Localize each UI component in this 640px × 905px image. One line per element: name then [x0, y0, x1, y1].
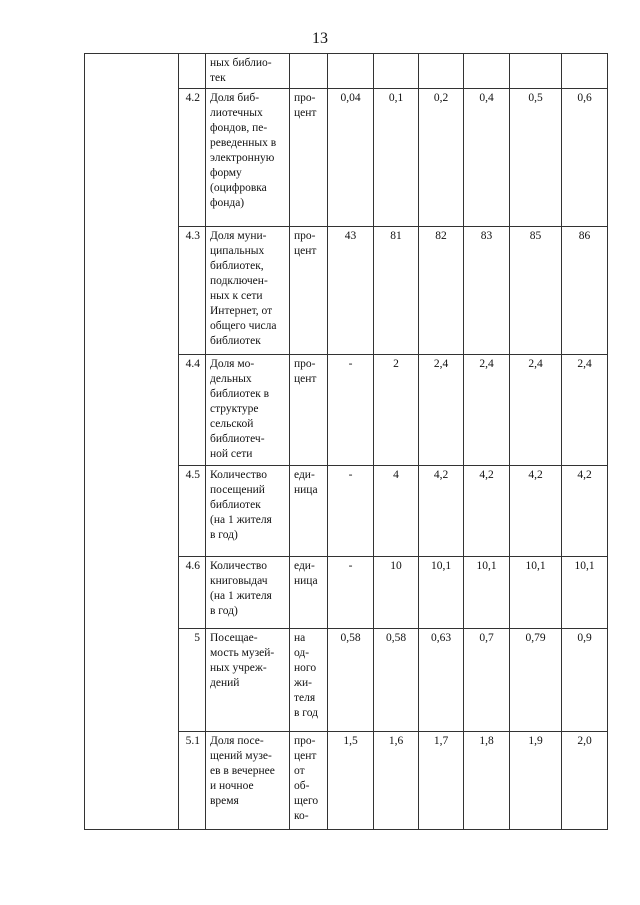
indicator-name-line: реведенных в	[210, 137, 277, 149]
unit-line: от	[294, 765, 305, 777]
value-cell: 10,1	[419, 557, 464, 629]
indicator-name-line: Посещае-	[210, 632, 258, 644]
indicator-name-line: и ночное	[210, 780, 254, 792]
unit-cell	[290, 629, 328, 732]
indicator-name-line: форму	[210, 167, 242, 179]
value-cell: 0,79	[510, 629, 562, 732]
indicator-name-line: (оцифровка	[210, 182, 267, 194]
unit-line: ко-	[294, 810, 309, 822]
indicator-name-line: время	[210, 795, 239, 807]
value-cell: 2,4	[464, 355, 510, 466]
indicator-name	[206, 557, 290, 629]
blank-left-column	[85, 54, 179, 830]
indicator-name-line: Доля биб-	[210, 92, 260, 104]
value-cell: 2,4	[562, 355, 608, 466]
row-number: 4.6	[179, 557, 206, 629]
value-cell: 0,63	[419, 629, 464, 732]
indicator-name-line: книговыдач	[210, 575, 268, 587]
unit-line: про-	[294, 735, 316, 747]
indicator-name-line: библиотек	[210, 499, 261, 511]
indicator-name	[206, 227, 290, 355]
indicator-name	[206, 355, 290, 466]
indicator-name-line: ных к сети	[210, 290, 263, 302]
table-row	[85, 54, 608, 89]
value-cell: 1,5	[328, 732, 374, 830]
value-cell: 86	[562, 227, 608, 355]
indicator-name-line: общего числа	[210, 320, 277, 332]
value-cell: 81	[374, 227, 419, 355]
row-number: 4.2	[179, 89, 206, 227]
unit-cell	[290, 466, 328, 557]
row-number: 5	[179, 629, 206, 732]
indicator-name-line: Количество	[210, 469, 267, 481]
unit-line: про-	[294, 230, 316, 242]
indicator-name-line: Доля посе-	[210, 735, 264, 747]
value-cell: 0,58	[374, 629, 419, 732]
value-cell: 0,58	[328, 629, 374, 732]
indicator-name-line: Доля мо-	[210, 358, 255, 370]
indicator-name-line: библиотек в	[210, 388, 270, 400]
unit-line: од-	[294, 647, 310, 659]
indicator-name-line: электронную	[210, 152, 275, 164]
value-cell	[510, 54, 562, 89]
indicator-name-line: ных библио-	[210, 57, 272, 69]
value-cell: 0,2	[419, 89, 464, 227]
unit-line: ница	[294, 575, 318, 587]
page-number: 13	[312, 30, 328, 47]
unit-line: еди-	[294, 560, 315, 572]
indicator-table	[84, 53, 608, 830]
row-number	[179, 54, 206, 89]
indicator-name-line: тек	[210, 72, 226, 84]
unit-line: про-	[294, 92, 316, 104]
indicator-name-line: ных учреж-	[210, 662, 267, 674]
value-cell: 2,0	[562, 732, 608, 830]
row-number: 4.3	[179, 227, 206, 355]
value-cell: 1,6	[374, 732, 419, 830]
value-cell: 0,7	[464, 629, 510, 732]
unit-cell	[290, 89, 328, 227]
unit-line: цент	[294, 750, 317, 762]
value-cell	[419, 54, 464, 89]
value-cell: 4,2	[562, 466, 608, 557]
value-cell: 10	[374, 557, 419, 629]
unit-line: жи-	[294, 677, 312, 689]
value-cell: 4	[374, 466, 419, 557]
value-cell: -	[328, 466, 374, 557]
unit-cell	[290, 732, 328, 830]
value-cell: 0,9	[562, 629, 608, 732]
indicator-name	[206, 629, 290, 732]
indicator-name	[206, 89, 290, 227]
indicator-name	[206, 732, 290, 830]
value-cell	[328, 54, 374, 89]
row-number: 4.4	[179, 355, 206, 466]
indicator-name-line: дений	[210, 677, 240, 689]
indicator-name-line: в год)	[210, 529, 238, 541]
unit-line: еди-	[294, 469, 315, 481]
indicator-name-line: (на 1 жителя	[210, 514, 272, 526]
indicator-name-line: сельской	[210, 418, 254, 430]
value-cell	[562, 54, 608, 89]
indicator-name-line: библиотек,	[210, 260, 264, 272]
value-cell: 1,9	[510, 732, 562, 830]
value-cell: -	[328, 557, 374, 629]
indicator-name-line: щений музе-	[210, 750, 272, 762]
value-cell: 0,04	[328, 89, 374, 227]
indicator-name-line: структуре	[210, 403, 259, 415]
indicator-name	[206, 466, 290, 557]
value-cell: 0,4	[464, 89, 510, 227]
value-cell: 1,8	[464, 732, 510, 830]
unit-line: цент	[294, 373, 317, 385]
unit-line: щего	[294, 795, 319, 807]
value-cell: 4,2	[510, 466, 562, 557]
unit-line: цент	[294, 107, 317, 119]
indicator-name-line: в год)	[210, 605, 238, 617]
unit-line: ного	[294, 662, 317, 674]
value-cell: 83	[464, 227, 510, 355]
unit-line: на	[294, 632, 306, 644]
value-cell: 82	[419, 227, 464, 355]
indicator-name-line: Интернет, от	[210, 305, 273, 317]
unit-cell	[290, 227, 328, 355]
value-cell: 10,1	[464, 557, 510, 629]
value-cell: 1,7	[419, 732, 464, 830]
indicator-name	[206, 54, 290, 89]
value-cell: 43	[328, 227, 374, 355]
indicator-name-line: Количество	[210, 560, 267, 572]
indicator-name-line: библиотеч-	[210, 433, 265, 445]
row-number: 5.1	[179, 732, 206, 830]
value-cell: 4,2	[464, 466, 510, 557]
unit-line: в год	[294, 707, 319, 719]
value-cell: 0,6	[562, 89, 608, 227]
value-cell: 10,1	[562, 557, 608, 629]
unit-cell	[290, 54, 328, 89]
unit-line: про-	[294, 358, 316, 370]
indicator-name-line: (на 1 жителя	[210, 590, 272, 602]
indicator-name-line: дельных	[210, 373, 252, 385]
value-cell	[374, 54, 419, 89]
indicator-name-line: библиотек	[210, 335, 261, 347]
value-cell: 0,1	[374, 89, 419, 227]
value-cell: 2	[374, 355, 419, 466]
indicator-name-line: подключен-	[210, 275, 268, 287]
unit-line: цент	[294, 245, 317, 257]
indicator-name-line: ной сети	[210, 448, 253, 460]
indicator-name-line: посещений	[210, 484, 265, 496]
value-cell: 85	[510, 227, 562, 355]
value-cell: 10,1	[510, 557, 562, 629]
value-cell: -	[328, 355, 374, 466]
indicator-name-line: фонда)	[210, 197, 245, 209]
unit-cell	[290, 355, 328, 466]
indicator-name-line: ев в вечернее	[210, 765, 275, 777]
row-number: 4.5	[179, 466, 206, 557]
value-cell: 2,4	[419, 355, 464, 466]
value-cell: 4,2	[419, 466, 464, 557]
value-cell: 0,5	[510, 89, 562, 227]
indicator-name-line: мость музей-	[210, 647, 275, 659]
unit-line: теля	[294, 692, 316, 704]
indicator-name-line: Доля муни-	[210, 230, 267, 242]
indicator-name-line: лиотечных	[210, 107, 263, 119]
unit-cell	[290, 557, 328, 629]
unit-line: ница	[294, 484, 318, 496]
unit-line: об-	[294, 780, 310, 792]
indicator-name-line: фондов, пе-	[210, 122, 268, 134]
value-cell: 2,4	[510, 355, 562, 466]
value-cell	[464, 54, 510, 89]
indicator-name-line: ципальных	[210, 245, 265, 257]
